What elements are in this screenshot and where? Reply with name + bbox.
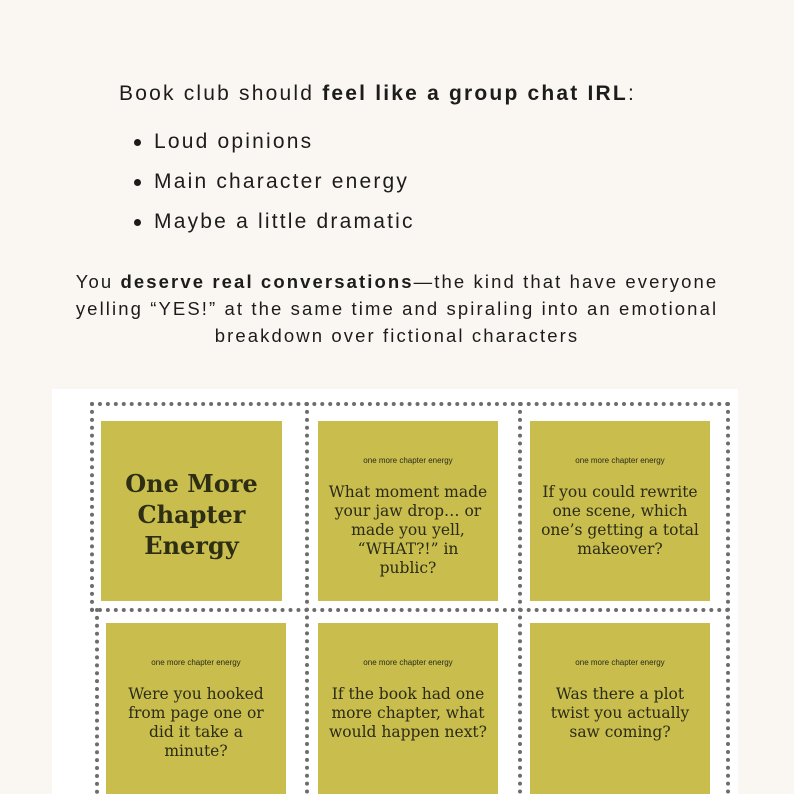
intro-line bbox=[119, 80, 636, 108]
bullet-item: Maybe a little dramatic bbox=[134, 202, 415, 242]
bullet-list bbox=[134, 122, 415, 242]
question-card bbox=[530, 623, 710, 794]
printable-card-sheet bbox=[52, 389, 738, 794]
paragraph-emphasis: deserve real conversations bbox=[120, 271, 414, 292]
cut-line-horizontal bbox=[90, 402, 730, 406]
card-tag: one more chapter energy bbox=[575, 658, 665, 667]
card-question: If you could rewrite one scene, which one’s getting a total makeover? bbox=[541, 483, 699, 558]
card-question: If the book had one more chapter, what would happen next? bbox=[329, 685, 487, 741]
question-card bbox=[318, 421, 498, 601]
question-card bbox=[106, 623, 286, 794]
bullet-dot-icon bbox=[134, 219, 141, 226]
question-card bbox=[530, 421, 710, 601]
card-title: One More Chapter Energy bbox=[125, 469, 258, 560]
bullet-dot-icon bbox=[134, 139, 141, 146]
intro-emphasis: feel like a group chat IRL bbox=[322, 82, 628, 105]
card-question: What moment made your jaw drop… or made you yell, “WHAT?!” in public? bbox=[328, 483, 488, 577]
card-question: Were you hooked from page one or did it take a minute? bbox=[128, 685, 264, 760]
bullet-dot-icon bbox=[134, 179, 141, 186]
card-tag: one more chapter energy bbox=[363, 456, 453, 465]
card-tag: one more chapter energy bbox=[363, 658, 453, 667]
cut-line-horizontal bbox=[90, 608, 730, 612]
card-tag: one more chapter energy bbox=[575, 456, 665, 465]
paragraph-lead: You bbox=[75, 271, 121, 292]
card-tag: one more chapter energy bbox=[151, 658, 241, 667]
cut-line-vertical bbox=[90, 402, 94, 612]
bullet-item: Loud opinions bbox=[134, 122, 415, 162]
paragraph-rest: —the kind that have everyone yelling “YES!” at the same time and spiraling into an emotional breakdown over fictional characters bbox=[75, 271, 719, 346]
title-card bbox=[101, 421, 282, 601]
card-question: Was there a plot twist you actually saw coming? bbox=[550, 685, 690, 741]
cut-line-vertical bbox=[726, 402, 730, 794]
body-paragraph bbox=[40, 268, 754, 349]
question-card bbox=[318, 623, 498, 794]
intro-lead: Book club should bbox=[119, 82, 323, 105]
bullet-item: Main character energy bbox=[134, 162, 415, 202]
cut-line-vertical bbox=[95, 608, 99, 794]
intro-tail: : bbox=[627, 82, 636, 105]
cut-line-vertical bbox=[518, 402, 522, 794]
cut-line-vertical bbox=[305, 402, 309, 794]
